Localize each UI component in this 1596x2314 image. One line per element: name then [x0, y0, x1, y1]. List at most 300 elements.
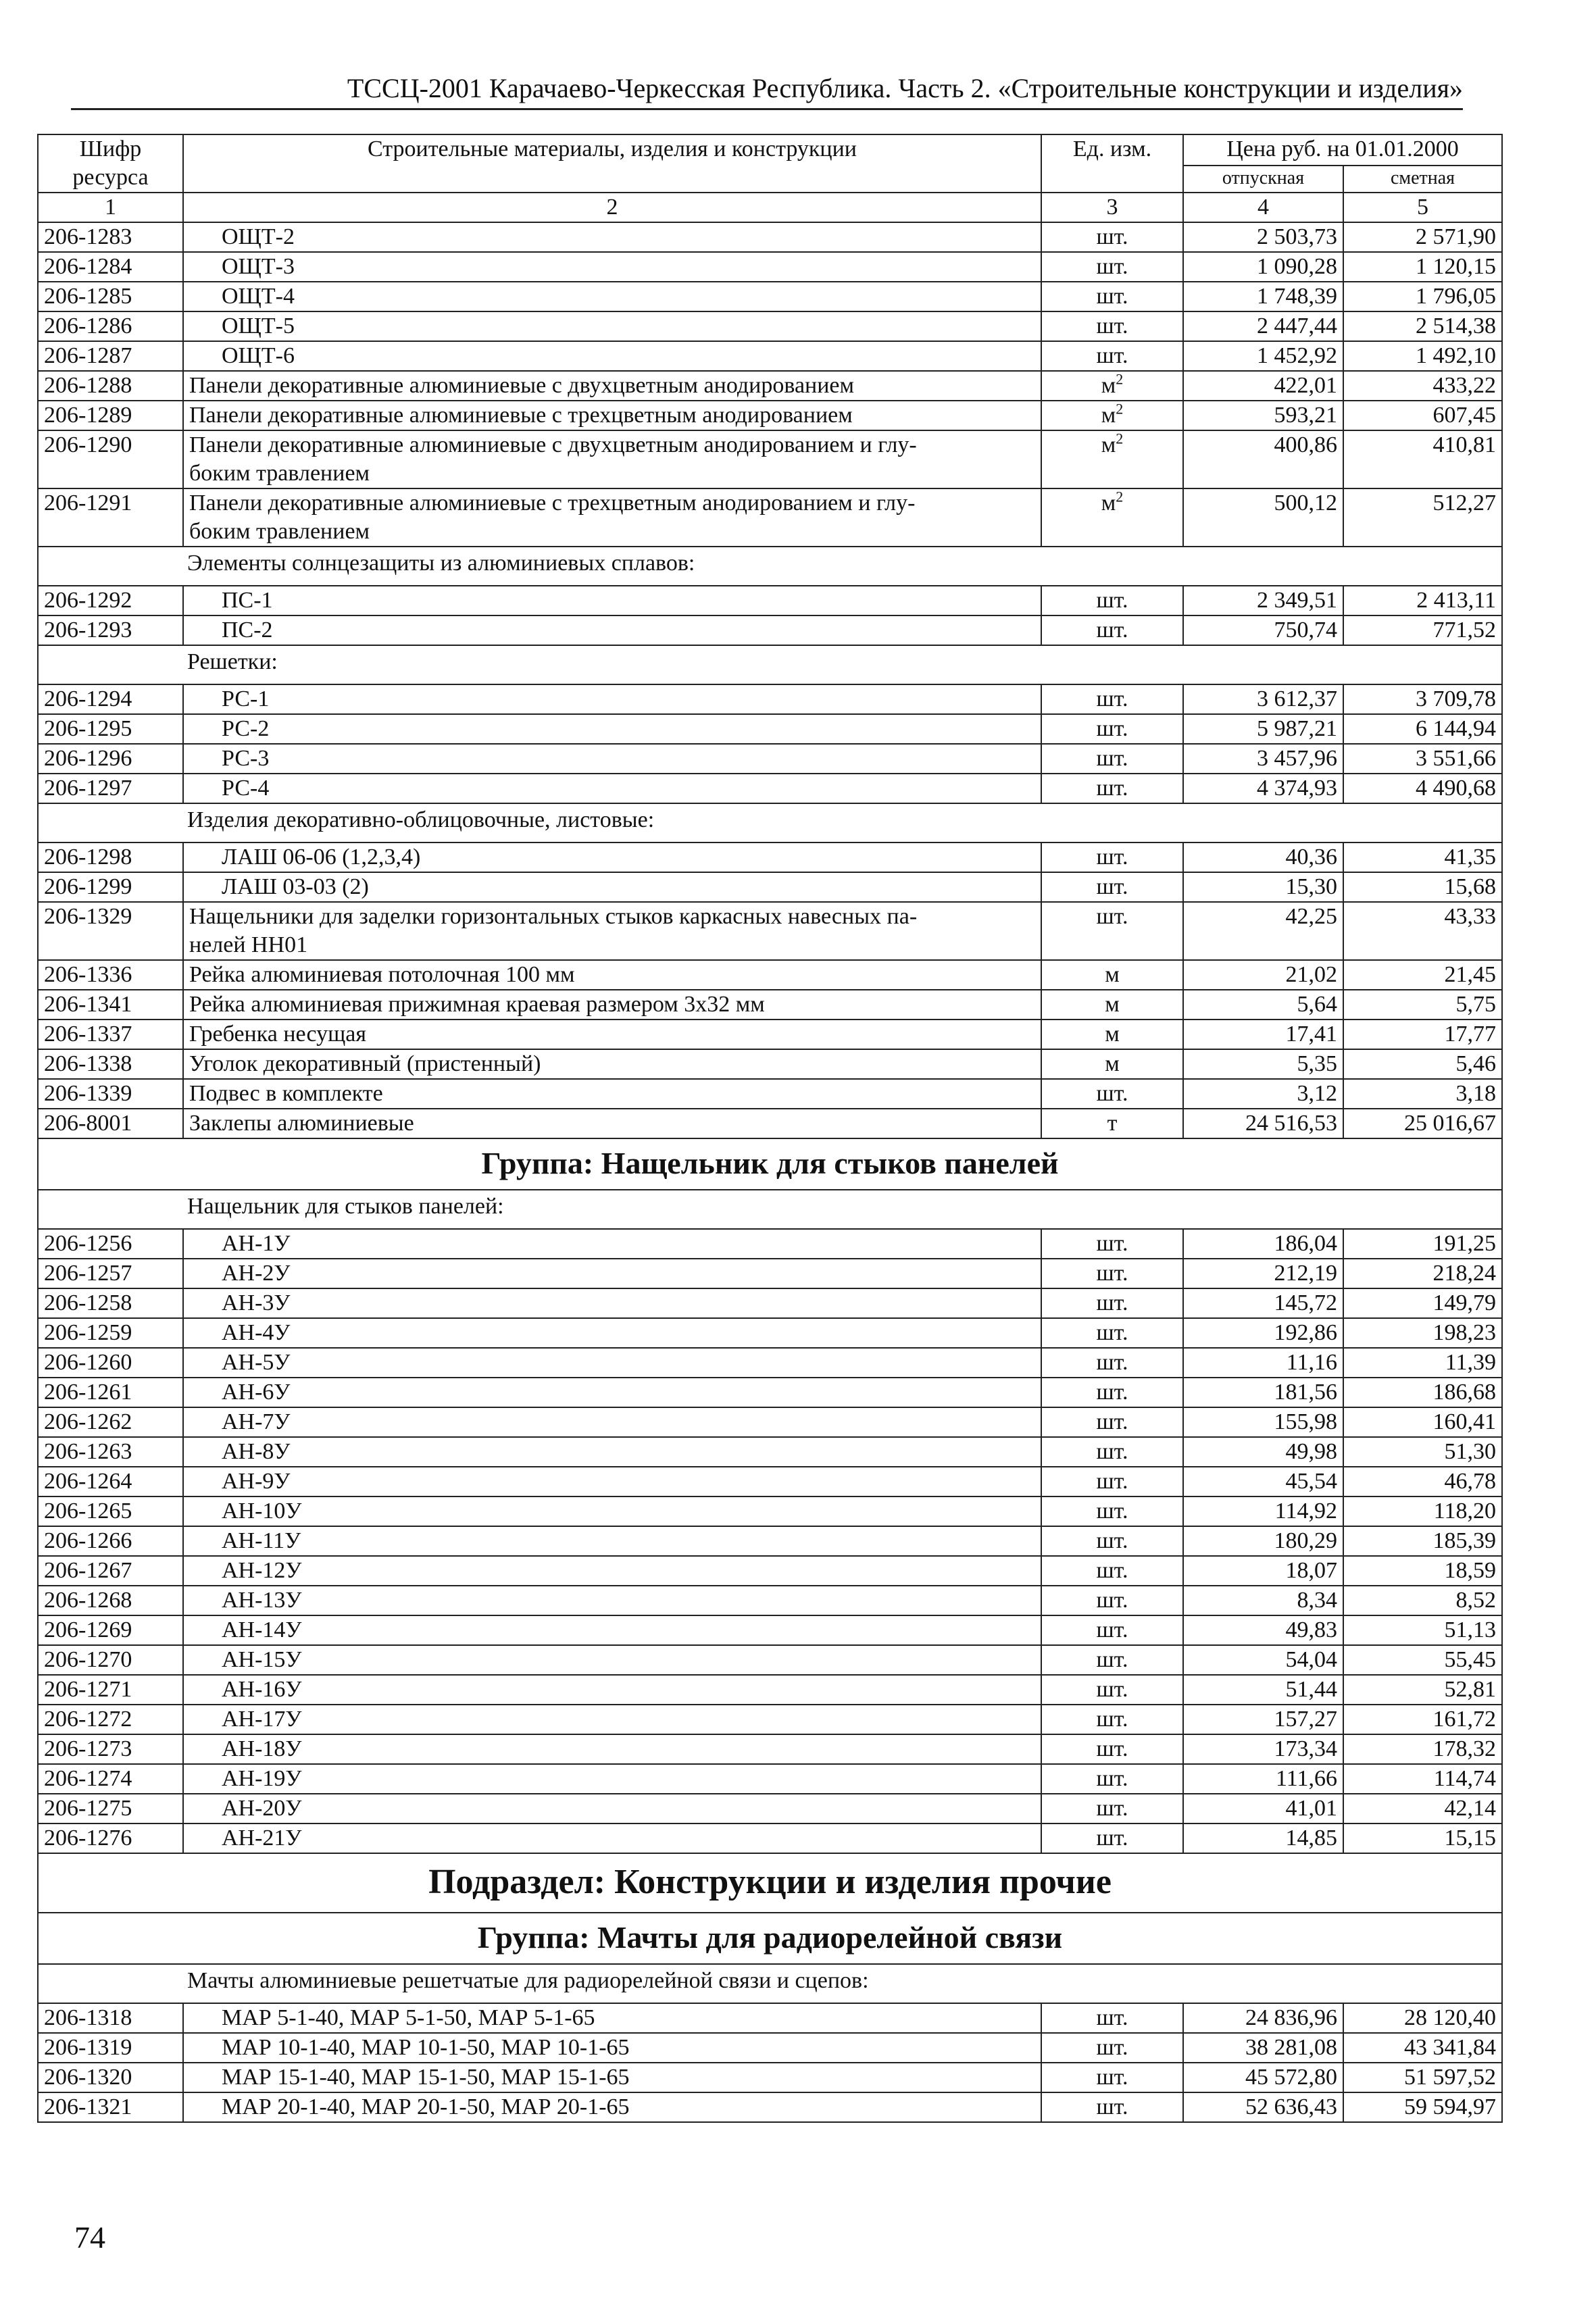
item-name-line: ПС-2 — [222, 618, 273, 643]
item-name — [183, 872, 1041, 902]
unit — [1041, 371, 1183, 401]
item-name-line: ПС-1 — [222, 588, 273, 613]
unit-text: шт. — [1096, 224, 1128, 249]
unit-text: шт. — [1096, 1469, 1128, 1494]
estimate-price: 2 514,38 — [1343, 311, 1502, 341]
table-row — [38, 615, 1502, 645]
unit — [1041, 586, 1183, 615]
estimate-price: 149,79 — [1343, 1288, 1502, 1318]
release-price: 5 987,21 — [1183, 714, 1343, 744]
release-price: 21,02 — [1183, 960, 1343, 990]
item-name-line: АН-4У — [222, 1320, 291, 1345]
item-name — [183, 1675, 1041, 1705]
item-name-line: АН-16У — [222, 1677, 302, 1702]
item-name-line: МАР 10-1-40, МАР 10-1-50, МАР 10-1-65 — [222, 2035, 630, 2060]
item-name-line: Уголок декоративный (пристенный) — [189, 1051, 541, 1076]
col-number: 3 — [1041, 193, 1183, 222]
unit-text: шт. — [1096, 1647, 1128, 1672]
unit — [1041, 222, 1183, 252]
estimate-price: 218,24 — [1343, 1259, 1502, 1288]
estimate-price: 410,81 — [1343, 430, 1502, 488]
unit-text: м — [1101, 432, 1116, 457]
estimate-price: 4 490,68 — [1343, 774, 1502, 803]
table-row — [38, 371, 1502, 401]
release-price: 2 447,44 — [1183, 311, 1343, 341]
unit-text: шт. — [1096, 1558, 1128, 1583]
group-row — [38, 1913, 1502, 1964]
resource-code: 206-1321 — [38, 2092, 183, 2122]
item-name — [183, 1229, 1041, 1259]
item-name — [183, 1079, 1041, 1109]
unit — [1041, 311, 1183, 341]
table-row — [38, 1794, 1502, 1823]
item-name — [183, 2003, 1041, 2033]
table-row — [38, 1675, 1502, 1705]
item-name — [183, 1437, 1041, 1467]
resource-code: 206-1274 — [38, 1764, 183, 1794]
unit — [1041, 842, 1183, 872]
resource-code: 206-1294 — [38, 684, 183, 714]
resource-code: 206-1288 — [38, 371, 183, 401]
item-name-line: Рейка алюминиевая потолочная 100 мм — [189, 962, 575, 987]
unit-text: м — [1101, 491, 1116, 515]
unit — [1041, 1794, 1183, 1823]
unit-text: шт. — [1096, 343, 1128, 368]
estimate-price: 185,39 — [1343, 1526, 1502, 1556]
item-name — [183, 401, 1041, 430]
item-name-line: боким травлением — [189, 461, 370, 486]
release-price: 114,92 — [1183, 1496, 1343, 1526]
release-price: 145,72 — [1183, 1288, 1343, 1318]
item-name — [183, 2063, 1041, 2092]
unit — [1041, 684, 1183, 714]
section-title: Нащельник для стыков панелей: — [38, 1190, 1502, 1229]
release-price: 41,01 — [1183, 1794, 1343, 1823]
unit — [1041, 488, 1183, 547]
release-price: 155,98 — [1183, 1407, 1343, 1437]
estimate-price: 6 144,94 — [1343, 714, 1502, 744]
resource-code: 206-1297 — [38, 774, 183, 803]
subsection-row — [38, 1853, 1502, 1913]
column-numbers-row — [38, 193, 1502, 222]
release-price: 18,07 — [1183, 1556, 1343, 1586]
estimate-price: 51,13 — [1343, 1615, 1502, 1645]
estimate-price: 17,77 — [1343, 1020, 1502, 1049]
estimate-price: 15,68 — [1343, 872, 1502, 902]
release-price: 45 572,80 — [1183, 2063, 1343, 2092]
col-header-estimate: сметная — [1343, 166, 1502, 193]
group-row — [38, 1138, 1502, 1190]
unit — [1041, 744, 1183, 774]
estimate-price: 2 413,11 — [1343, 586, 1502, 615]
unit-text: шт. — [1096, 776, 1128, 801]
resource-code: 206-1272 — [38, 1705, 183, 1734]
item-name — [183, 1318, 1041, 1348]
unit — [1041, 1467, 1183, 1496]
unit-text: м — [1105, 1022, 1120, 1047]
estimate-price: 15,15 — [1343, 1823, 1502, 1853]
item-name — [183, 341, 1041, 371]
estimate-price: 8,52 — [1343, 1586, 1502, 1615]
release-price: 42,25 — [1183, 902, 1343, 960]
unit-text: т — [1107, 1111, 1118, 1136]
estimate-price: 25 016,67 — [1343, 1109, 1502, 1138]
unit — [1041, 1556, 1183, 1586]
table-row — [38, 1378, 1502, 1407]
release-price: 1 452,92 — [1183, 341, 1343, 371]
estimate-price: 42,14 — [1343, 1794, 1502, 1823]
release-price: 5,35 — [1183, 1049, 1343, 1079]
estimate-price: 43 341,84 — [1343, 2033, 1502, 2063]
release-price: 3 457,96 — [1183, 744, 1343, 774]
estimate-price: 433,22 — [1343, 371, 1502, 401]
item-name-line: Панели декоративные алюминиевые с двухцветным анодированием — [189, 373, 855, 398]
unit — [1041, 1407, 1183, 1437]
unit — [1041, 714, 1183, 744]
resource-code: 206-1283 — [38, 222, 183, 252]
item-name — [183, 1764, 1041, 1794]
unit — [1041, 341, 1183, 371]
release-price: 181,56 — [1183, 1378, 1343, 1407]
unit — [1041, 252, 1183, 282]
section-title: Мачты алюминиевые решетчатые для радиорелейной связи и сцепов: — [38, 1964, 1502, 2003]
col-number: 4 — [1183, 193, 1343, 222]
unit-text: шт. — [1096, 618, 1128, 643]
release-price: 5,64 — [1183, 990, 1343, 1020]
unit — [1041, 2003, 1183, 2033]
price-table-body — [38, 222, 1502, 2122]
unit — [1041, 1437, 1183, 1467]
unit — [1041, 1675, 1183, 1705]
unit-text: шт. — [1096, 254, 1128, 279]
unit — [1041, 1615, 1183, 1645]
unit — [1041, 902, 1183, 960]
item-name-line: Заклепы алюминиевые — [189, 1111, 414, 1136]
table-row — [38, 1407, 1502, 1437]
unit — [1041, 1259, 1183, 1288]
release-price: 400,86 — [1183, 430, 1343, 488]
unit-text: шт. — [1096, 1826, 1128, 1851]
unit — [1041, 615, 1183, 645]
item-name-line: АН-11У — [222, 1528, 301, 1553]
item-name-line: АН-15У — [222, 1647, 302, 1672]
price-table — [37, 134, 1503, 2123]
item-name-line: АН-20У — [222, 1796, 302, 1821]
estimate-price: 512,27 — [1343, 488, 1502, 547]
unit-text: м — [1105, 1051, 1120, 1076]
item-name — [183, 222, 1041, 252]
resource-code: 206-1319 — [38, 2033, 183, 2063]
estimate-price: 118,20 — [1343, 1496, 1502, 1526]
unit-text: шт. — [1096, 746, 1128, 771]
table-row — [38, 774, 1502, 803]
item-name — [183, 430, 1041, 488]
item-name-line: ОЩТ-4 — [222, 284, 295, 309]
release-price: 192,86 — [1183, 1318, 1343, 1348]
unit — [1041, 1705, 1183, 1734]
table-row — [38, 684, 1502, 714]
release-price: 15,30 — [1183, 872, 1343, 902]
unit-superscript: 2 — [1116, 488, 1124, 505]
unit-text: шт. — [1096, 2065, 1128, 2090]
unit-text: шт. — [1096, 1380, 1128, 1405]
estimate-price: 771,52 — [1343, 615, 1502, 645]
unit — [1041, 1645, 1183, 1675]
item-name-line: АН-18У — [222, 1736, 302, 1761]
item-name-line: ЛАШ 03-03 (2) — [222, 874, 369, 899]
unit-text: шт. — [1096, 1736, 1128, 1761]
estimate-price: 51 597,52 — [1343, 2063, 1502, 2092]
unit — [1041, 1288, 1183, 1318]
item-name-line: ЛАШ 06-06 (1,2,3,4) — [222, 845, 421, 870]
release-price: 14,85 — [1183, 1823, 1343, 1853]
resource-code: 206-1257 — [38, 1259, 183, 1288]
estimate-price: 607,45 — [1343, 401, 1502, 430]
table-row — [38, 341, 1502, 371]
item-name — [183, 488, 1041, 547]
estimate-price: 1 796,05 — [1343, 282, 1502, 311]
table-row — [38, 1645, 1502, 1675]
estimate-price: 28 120,40 — [1343, 2003, 1502, 2033]
resource-code: 206-1264 — [38, 1467, 183, 1496]
table-row — [38, 1259, 1502, 1288]
item-name — [183, 744, 1041, 774]
item-name-line: ОЩТ-2 — [222, 224, 295, 249]
unit-text: шт. — [1096, 1499, 1128, 1524]
item-name-line: АН-19У — [222, 1766, 302, 1791]
table-row — [38, 488, 1502, 547]
estimate-price: 2 571,90 — [1343, 222, 1502, 252]
estimate-price: 161,72 — [1343, 1705, 1502, 1734]
table-row — [38, 1049, 1502, 1079]
item-name — [183, 902, 1041, 960]
unit-text: шт. — [1096, 1350, 1128, 1375]
unit-superscript: 2 — [1116, 430, 1124, 447]
item-name-line: РС-3 — [222, 746, 270, 771]
resource-code: 206-1267 — [38, 1556, 183, 1586]
table-row — [38, 1615, 1502, 1645]
release-price: 4 374,93 — [1183, 774, 1343, 803]
unit-text: шт. — [1096, 1231, 1128, 1256]
release-price: 2 349,51 — [1183, 586, 1343, 615]
item-name — [183, 252, 1041, 282]
item-name — [183, 960, 1041, 990]
release-price: 38 281,08 — [1183, 2033, 1343, 2063]
table-row — [38, 430, 1502, 488]
unit-text: шт. — [1096, 1796, 1128, 1821]
item-name — [183, 282, 1041, 311]
release-price: 500,12 — [1183, 488, 1343, 547]
item-name-line: ОЩТ-3 — [222, 254, 295, 279]
item-name — [183, 1645, 1041, 1675]
resource-code: 206-1299 — [38, 872, 183, 902]
unit-text: шт. — [1096, 1528, 1128, 1553]
release-price: 24 836,96 — [1183, 2003, 1343, 2033]
col-header-code: Шифр ресурса — [38, 134, 183, 193]
resource-code: 206-1291 — [38, 488, 183, 547]
table-row — [38, 1288, 1502, 1318]
item-name-line: АН-21У — [222, 1826, 302, 1851]
item-name-line: Панели декоративные алюминиевые с трехцветным анодированием — [189, 403, 853, 428]
table-row — [38, 222, 1502, 252]
group-title: Группа: Нащельник для стыков панелей — [38, 1138, 1502, 1190]
resource-code: 206-1273 — [38, 1734, 183, 1764]
resource-code: 206-1260 — [38, 1348, 183, 1378]
resource-code: 206-1290 — [38, 430, 183, 488]
unit — [1041, 2063, 1183, 2092]
release-price: 212,19 — [1183, 1259, 1343, 1288]
resource-code: 206-1296 — [38, 744, 183, 774]
subsection-title: Подраздел: Конструкции и изделия прочие — [38, 1853, 1502, 1913]
table-row — [38, 1823, 1502, 1853]
item-name — [183, 1020, 1041, 1049]
unit-text: м — [1101, 373, 1116, 398]
estimate-price: 5,46 — [1343, 1049, 1502, 1079]
unit — [1041, 872, 1183, 902]
release-price: 186,04 — [1183, 1229, 1343, 1259]
unit — [1041, 1586, 1183, 1615]
item-name — [183, 586, 1041, 615]
resource-code: 206-1268 — [38, 1586, 183, 1615]
estimate-price: 51,30 — [1343, 1437, 1502, 1467]
resource-code: 206-1298 — [38, 842, 183, 872]
resource-code: 206-1276 — [38, 1823, 183, 1853]
unit — [1041, 1823, 1183, 1853]
unit — [1041, 1496, 1183, 1526]
release-price: 180,29 — [1183, 1526, 1343, 1556]
unit-text: шт. — [1096, 313, 1128, 338]
unit-text: шт. — [1096, 874, 1128, 899]
item-name-line: АН-8У — [222, 1439, 291, 1464]
item-name — [183, 1794, 1041, 1823]
table-row — [38, 2003, 1502, 2033]
resource-code: 206-1289 — [38, 401, 183, 430]
estimate-price: 46,78 — [1343, 1467, 1502, 1496]
item-name-line: Подвес в комплекте — [189, 1081, 383, 1106]
estimate-price: 43,33 — [1343, 902, 1502, 960]
item-name — [183, 842, 1041, 872]
item-name — [183, 1288, 1041, 1318]
unit-text: шт. — [1096, 1617, 1128, 1642]
col-header-name: Строительные материалы, изделия и конструкции — [183, 134, 1041, 193]
table-row — [38, 2033, 1502, 2063]
table-row — [38, 1734, 1502, 1764]
unit-text: шт. — [1096, 588, 1128, 613]
table-row — [38, 872, 1502, 902]
unit — [1041, 774, 1183, 803]
unit-text: шт. — [1096, 1766, 1128, 1791]
page-number: 74 — [74, 2220, 105, 2255]
table-row — [38, 401, 1502, 430]
resource-code: 206-1329 — [38, 902, 183, 960]
resource-code: 206-1284 — [38, 252, 183, 282]
section-title: Элементы солнцезащиты из алюминиевых сплавов: — [38, 547, 1502, 586]
unit-text: шт. — [1096, 1677, 1128, 1702]
estimate-price: 52,81 — [1343, 1675, 1502, 1705]
resource-code: 206-1336 — [38, 960, 183, 990]
group-title: Группа: Мачты для радиорелейной связи — [38, 1913, 1502, 1964]
estimate-price: 114,74 — [1343, 1764, 1502, 1794]
resource-code: 206-1270 — [38, 1645, 183, 1675]
col-header-release: отпускная — [1183, 166, 1343, 193]
item-name-line: АН-1У — [222, 1231, 291, 1256]
item-name-line: Рейка алюминиевая прижимная краевая размером 3х32 мм — [189, 992, 765, 1017]
item-name — [183, 1526, 1041, 1556]
resource-code: 206-1266 — [38, 1526, 183, 1556]
release-price: 52 636,43 — [1183, 2092, 1343, 2122]
estimate-price: 178,32 — [1343, 1734, 1502, 1764]
resource-code: 206-1275 — [38, 1794, 183, 1823]
table-row — [38, 586, 1502, 615]
unit — [1041, 990, 1183, 1020]
release-price: 17,41 — [1183, 1020, 1343, 1049]
unit — [1041, 960, 1183, 990]
unit — [1041, 2092, 1183, 2122]
estimate-price: 191,25 — [1343, 1229, 1502, 1259]
item-name — [183, 1823, 1041, 1853]
table-row — [38, 1467, 1502, 1496]
item-name-line: нелей НН01 — [189, 932, 308, 957]
table-row — [38, 1020, 1502, 1049]
resource-code: 206-1293 — [38, 615, 183, 645]
estimate-price: 1 492,10 — [1343, 341, 1502, 371]
item-name-line: АН-10У — [222, 1499, 302, 1524]
unit-text: шт. — [1096, 1707, 1128, 1732]
resource-code: 206-1261 — [38, 1378, 183, 1407]
section-row — [38, 547, 1502, 586]
resource-code: 206-1337 — [38, 1020, 183, 1049]
item-name-line: ОЩТ-6 — [222, 343, 295, 368]
item-name — [183, 371, 1041, 401]
unit-text: шт. — [1096, 1081, 1128, 1106]
estimate-price: 186,68 — [1343, 1378, 1502, 1407]
col-number: 5 — [1343, 193, 1502, 222]
item-name-line: РС-2 — [222, 716, 270, 741]
unit-text: шт. — [1096, 284, 1128, 309]
item-name-line: АН-2У — [222, 1261, 291, 1286]
unit — [1041, 1049, 1183, 1079]
table-row — [38, 1496, 1502, 1526]
unit-text: шт. — [1096, 1439, 1128, 1464]
table-row — [38, 744, 1502, 774]
item-name-line: боким травлением — [189, 519, 370, 544]
release-price: 8,34 — [1183, 1586, 1343, 1615]
item-name-line: АН-12У — [222, 1558, 302, 1583]
resource-code: 206-1269 — [38, 1615, 183, 1645]
item-name-line: АН-13У — [222, 1588, 302, 1613]
estimate-price: 18,59 — [1343, 1556, 1502, 1586]
section-row — [38, 1190, 1502, 1229]
unit — [1041, 2033, 1183, 2063]
release-price: 40,36 — [1183, 842, 1343, 872]
item-name — [183, 1407, 1041, 1437]
unit-text: шт. — [1096, 845, 1128, 870]
item-name — [183, 1705, 1041, 1734]
unit — [1041, 1079, 1183, 1109]
item-name — [183, 1496, 1041, 1526]
release-price: 750,74 — [1183, 615, 1343, 645]
item-name-line: АН-14У — [222, 1617, 302, 1642]
unit-text: шт. — [1096, 1409, 1128, 1434]
release-price: 24 516,53 — [1183, 1109, 1343, 1138]
item-name-line: АН-7У — [222, 1409, 291, 1434]
item-name-line: Гребенка несущая — [189, 1022, 367, 1047]
col-number: 2 — [183, 193, 1041, 222]
estimate-price: 41,35 — [1343, 842, 1502, 872]
item-name-line: РС-4 — [222, 776, 270, 801]
resource-code: 206-1286 — [38, 311, 183, 341]
unit — [1041, 430, 1183, 488]
